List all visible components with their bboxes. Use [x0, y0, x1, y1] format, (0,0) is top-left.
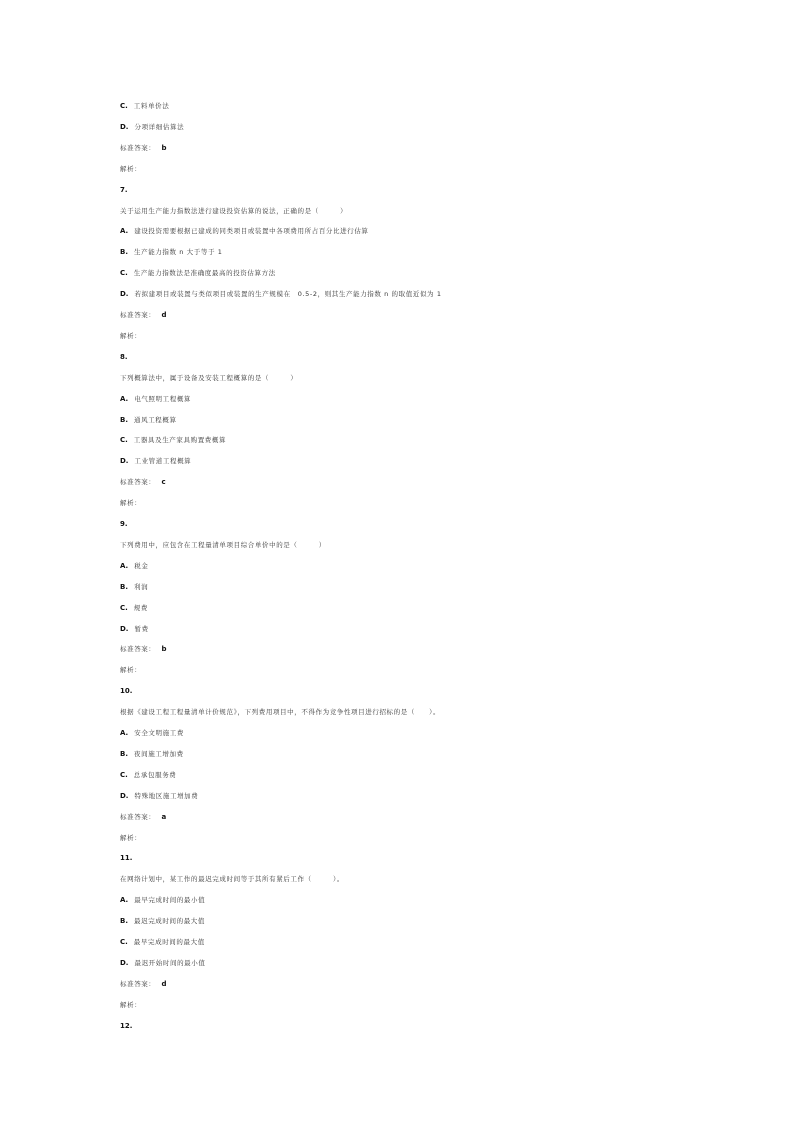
- item-label: A.: [120, 562, 129, 570]
- item-label: B.: [120, 750, 128, 758]
- line-text: 标准答案：: [120, 311, 156, 319]
- text-line: [120, 604, 148, 612]
- answer-value: b: [161, 645, 167, 653]
- line-text: 电气照明工程概算: [134, 395, 192, 403]
- text-line: [120, 541, 326, 549]
- line-text: 解析：: [120, 499, 142, 507]
- text-line: [120, 332, 141, 340]
- line-text: 安全文明施工费: [134, 729, 184, 737]
- line-text: 最迟完成时间的最大值: [134, 917, 205, 925]
- text-line: [120, 1022, 138, 1030]
- line-text: 解析：: [120, 165, 142, 173]
- text-line: [120, 708, 440, 716]
- text-line: [120, 583, 148, 591]
- text-line: [120, 290, 442, 298]
- line-text: 解析：: [120, 834, 142, 842]
- line-text: 根据《建设工程工程量清单计价规范》，下列费用项目中，不得作为竞争性项目进行招标的是（ ）。: [120, 708, 441, 716]
- text-line: [120, 269, 276, 277]
- line-text: 解析：: [120, 332, 142, 340]
- text-line: [120, 478, 166, 486]
- line-text: 规费: [133, 604, 148, 612]
- text-line: [120, 1001, 141, 1009]
- item-label: A.: [120, 227, 129, 235]
- text-line: [120, 980, 167, 988]
- item-label: C.: [120, 604, 128, 612]
- item-label: D.: [120, 959, 129, 967]
- text-line: [120, 436, 226, 444]
- item-label: 12.: [120, 1022, 133, 1030]
- text-line: [120, 959, 205, 967]
- text-line: [120, 102, 169, 110]
- text-line: [120, 645, 167, 653]
- item-label: B.: [120, 583, 128, 591]
- answer-value: c: [161, 478, 166, 486]
- item-label: A.: [120, 896, 129, 904]
- line-text: 生产能力指数法是准确度最高的投资估算方法: [133, 269, 276, 277]
- item-label: D.: [120, 123, 129, 131]
- item-label: 8.: [120, 353, 128, 361]
- line-text: 工器具及生产家具购置费概算: [133, 436, 227, 444]
- answer-value: d: [161, 311, 167, 319]
- text-line: [120, 687, 138, 695]
- text-line: [120, 227, 369, 235]
- line-text: 特殊地区施工增加费: [134, 792, 199, 800]
- line-text: 通风工程概算: [134, 416, 177, 424]
- item-label: D.: [120, 457, 129, 465]
- line-text: 总承包服务费: [133, 771, 177, 779]
- line-text: 关于运用生产能力指数法进行建设投资估算的说法，正确的是（ ）: [120, 207, 348, 215]
- line-text: 解析：: [120, 666, 142, 674]
- item-label: A.: [120, 395, 129, 403]
- answer-value: a: [161, 813, 167, 821]
- line-text: 标准答案：: [120, 980, 156, 988]
- text-line: [120, 938, 205, 946]
- text-line: [120, 353, 134, 361]
- text-line: [120, 186, 134, 194]
- item-label: B.: [120, 416, 128, 424]
- text-line: [120, 165, 141, 173]
- line-text: 利润: [134, 583, 149, 591]
- text-line: [120, 311, 167, 319]
- text-line: [120, 248, 222, 256]
- text-line: [120, 520, 134, 528]
- line-text: 标准答案：: [120, 813, 156, 821]
- text-line: [120, 416, 177, 424]
- text-line: [120, 666, 141, 674]
- line-text: 最早完成时间的最大值: [133, 938, 205, 946]
- item-label: 7.: [120, 186, 128, 194]
- item-label: 11.: [120, 854, 133, 862]
- text-line: [120, 834, 141, 842]
- text-line: [120, 562, 148, 570]
- item-label: A.: [120, 729, 129, 737]
- line-text: 下列概算法中，属于设备及安装工程概算的是（ ）: [120, 374, 298, 382]
- text-line: [120, 144, 167, 152]
- line-text: 解析：: [120, 1001, 142, 1009]
- text-line: [120, 207, 347, 215]
- text-line: [120, 499, 141, 507]
- line-text: 最早完成时间的最小值: [134, 896, 206, 904]
- text-line: [120, 750, 184, 758]
- item-label: 10.: [120, 687, 133, 695]
- item-label: B.: [120, 917, 128, 925]
- text-line: [120, 771, 176, 779]
- line-text: 在网络计划中，某工作的最迟完成时间等于其所有紧后工作（ ）。: [120, 875, 344, 883]
- text-line: [120, 374, 298, 382]
- line-text: 最迟开始时间的最小值: [134, 959, 206, 967]
- answer-value: b: [161, 144, 167, 152]
- item-label: C.: [120, 771, 128, 779]
- line-text: 夜间施工增加费: [134, 750, 184, 758]
- answer-value: d: [161, 980, 167, 988]
- text-line: [120, 917, 205, 925]
- line-text: 标准答案：: [120, 144, 156, 152]
- text-line: [120, 395, 191, 403]
- item-label: 9.: [120, 520, 128, 528]
- line-text: 标准答案：: [120, 478, 156, 486]
- item-label: D.: [120, 290, 129, 298]
- text-line: [120, 123, 184, 131]
- line-text: 工业管道工程概算: [134, 457, 192, 465]
- line-text: 若拟建项目或装置与类似项目或装置的生产规模在 0.5-2，则其生产能力指数 n 的取值近似为 1: [134, 290, 442, 298]
- line-text: 工料单价法: [133, 102, 170, 110]
- line-text: 生产能力指数 n 大于等于 1: [134, 248, 223, 256]
- line-text: 暂费: [134, 625, 149, 633]
- item-label: C.: [120, 938, 128, 946]
- item-label: B.: [120, 248, 128, 256]
- line-text: 分项详细估算法: [134, 123, 185, 131]
- item-label: D.: [120, 792, 129, 800]
- text-line: [120, 625, 149, 633]
- line-text: 下列费用中，应包含在工程量清单项目综合单价中的是（ ）: [120, 541, 326, 549]
- line-text: 标准答案：: [120, 645, 156, 653]
- text-line: [120, 875, 344, 883]
- item-label: C.: [120, 269, 128, 277]
- text-line: [120, 729, 184, 737]
- line-text: 税金: [134, 562, 149, 570]
- item-label: C.: [120, 102, 128, 110]
- text-line: [120, 854, 138, 862]
- text-line: [120, 813, 166, 821]
- text-line: [120, 896, 205, 904]
- line-text: 建设投资需要根据已建成的同类项目或装置中各项费用所占百分比进行估算: [134, 227, 369, 235]
- text-line: [120, 792, 198, 800]
- text-line: [120, 457, 191, 465]
- item-label: D.: [120, 625, 129, 633]
- item-label: C.: [120, 436, 128, 444]
